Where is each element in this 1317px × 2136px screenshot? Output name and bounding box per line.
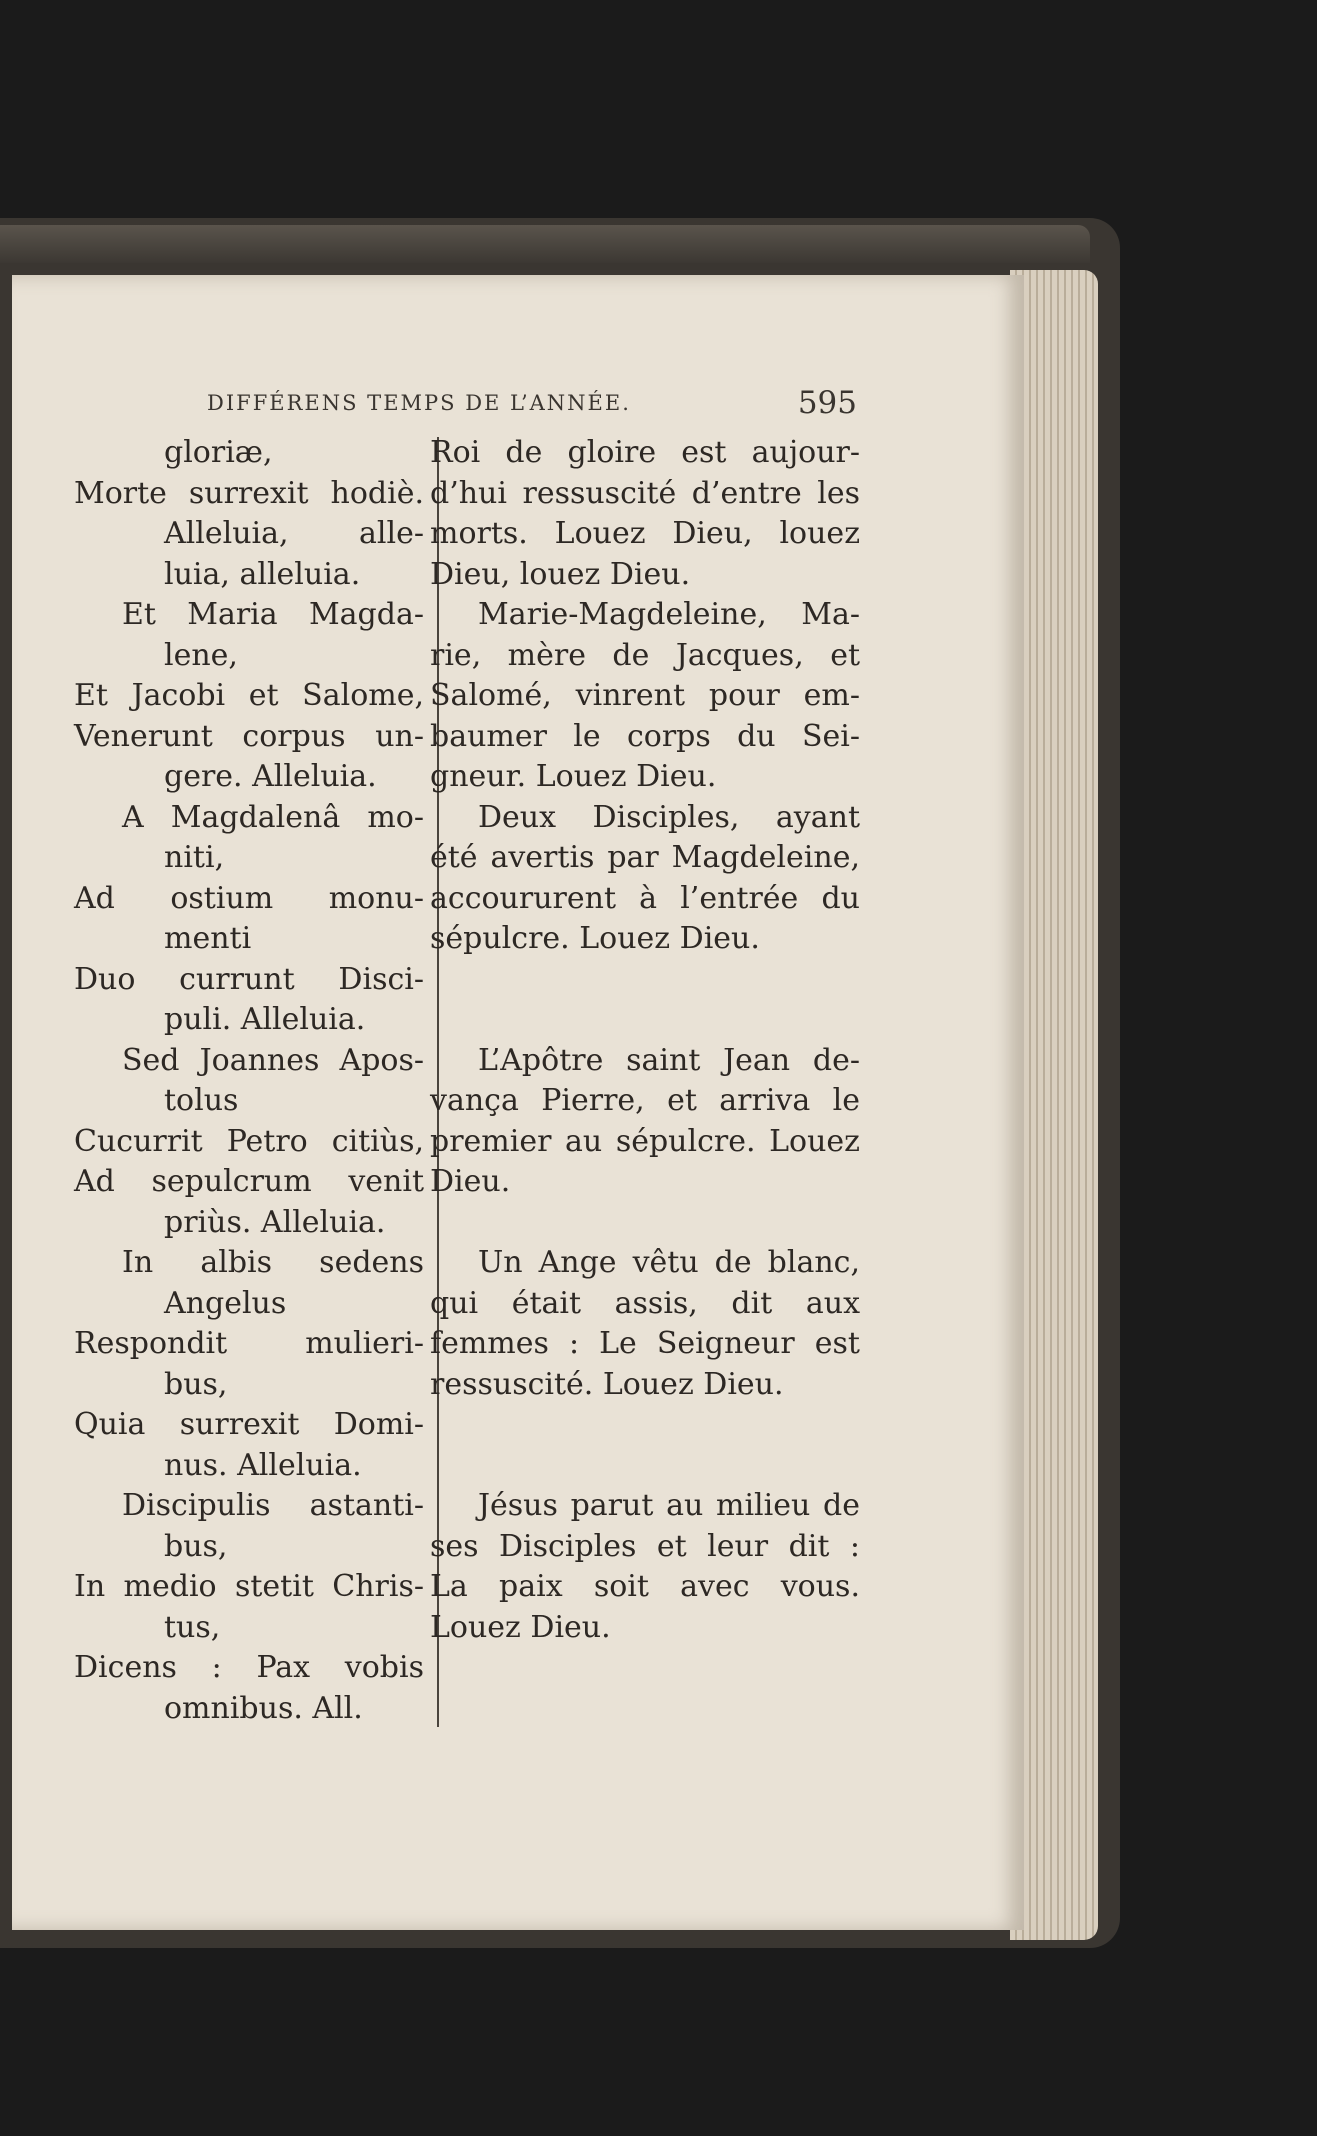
book-spine-band [0, 225, 1090, 263]
french-line: Deux Disciples, ayant [478, 799, 860, 835]
latin-line: Et Maria Magda- [122, 597, 424, 632]
french-line: gneur. Louez Dieu. [430, 759, 717, 794]
french-line: qui était assis, dit aux [430, 1285, 860, 1321]
latin-line: nus. Alleluia. [164, 1447, 362, 1483]
latin-line: In medio stetit Chris- [74, 1569, 424, 1604]
latin-line: Discipulis astanti- [122, 1488, 424, 1523]
latin-line: menti [164, 921, 252, 956]
french-line: baumer le corps du Sei- [430, 718, 860, 754]
latin-line: bus, [164, 1366, 228, 1402]
latin-line: Respondit mulieri- [74, 1326, 424, 1361]
latin-line: Duo currunt Disci- [74, 961, 424, 997]
page-header [207, 385, 857, 425]
french-line: rie, mère de Jacques, et [430, 637, 860, 673]
latin-line: tolus [164, 1083, 239, 1118]
french-line: vança Pierre, et arriva le [430, 1083, 860, 1118]
french-line [430, 960, 860, 1001]
french-line: Marie-Magdeleine, Ma- [478, 597, 860, 632]
french-line: accoururent à l’entrée du [430, 880, 860, 916]
french-line [430, 1203, 860, 1244]
french-line: ses Disciples et leur dit : [430, 1528, 860, 1564]
latin-line: Dicens : Pax vobis [74, 1650, 424, 1685]
latin-line: Sed Joannes Apos- [122, 1042, 424, 1078]
french-line: La paix soit avec vous. [430, 1569, 860, 1604]
french-line: Roi de gloire est aujour- [430, 435, 860, 470]
french-translation-column [430, 433, 860, 1648]
latin-line: A Magdalenâ mo- [122, 799, 424, 835]
french-line: femmes : Le Seigneur est [430, 1326, 860, 1361]
latin-line: luia, alleluia. [164, 556, 361, 592]
page-number: 595 [797, 385, 857, 421]
running-title: DIFFÉRENS TEMPS DE L’ANNÉE. [207, 391, 631, 415]
french-line: morts. Louez Dieu, louez [430, 516, 860, 551]
latin-line: Morte surrexit hodiè. [74, 475, 424, 511]
french-line: ressuscité. Louez Dieu. [430, 1366, 784, 1402]
latin-line: gere. Alleluia. [164, 759, 377, 794]
french-line [430, 1446, 860, 1487]
french-line: Un Ange vêtu de blanc, [478, 1245, 860, 1280]
french-line: Dieu, louez Dieu. [430, 556, 691, 592]
latin-line: bus, [164, 1528, 228, 1564]
french-line: Louez Dieu. [430, 1609, 611, 1645]
latin-line: gloriæ, [164, 435, 273, 470]
french-line: premier au sépulcre. Louez [430, 1123, 860, 1159]
latin-line: niti, [164, 840, 225, 875]
latin-line: priùs. Alleluia. [164, 1204, 386, 1240]
latin-line: tus, [164, 1609, 221, 1645]
latin-line: Et Jacobi et Salome, [74, 678, 424, 713]
latin-line: Ad sepulcrum venit [74, 1164, 424, 1199]
latin-line: lene, [164, 637, 238, 673]
latin-line: Angelus [164, 1285, 287, 1321]
french-line: L’Apôtre saint Jean de- [478, 1042, 860, 1078]
latin-line: puli. Alleluia. [164, 1002, 366, 1037]
french-line: Dieu. [430, 1164, 511, 1199]
latin-line: Venerunt corpus un- [74, 718, 424, 754]
latin-hymn-column [74, 433, 424, 1729]
french-line [430, 1405, 860, 1446]
french-line: Jésus parut au milieu de [478, 1488, 860, 1523]
french-line: été avertis par Magdeleine, [430, 840, 860, 875]
french-line: d’hui ressuscité d’entre les [430, 475, 860, 511]
french-line: Salomé, vinrent pour em- [430, 678, 860, 713]
book-page [12, 275, 1024, 1930]
latin-line: Alleluia, alle- [164, 516, 424, 551]
latin-line: Ad ostium monu- [74, 880, 424, 916]
french-line: sépulcre. Louez Dieu. [430, 921, 760, 956]
latin-line: Cucurrit Petro citiùs, [74, 1123, 424, 1159]
latin-line: In albis sedens [122, 1245, 424, 1280]
latin-line: omnibus. All. [164, 1690, 363, 1726]
latin-line: Quia surrexit Domi- [74, 1407, 424, 1442]
french-line [430, 1000, 860, 1041]
